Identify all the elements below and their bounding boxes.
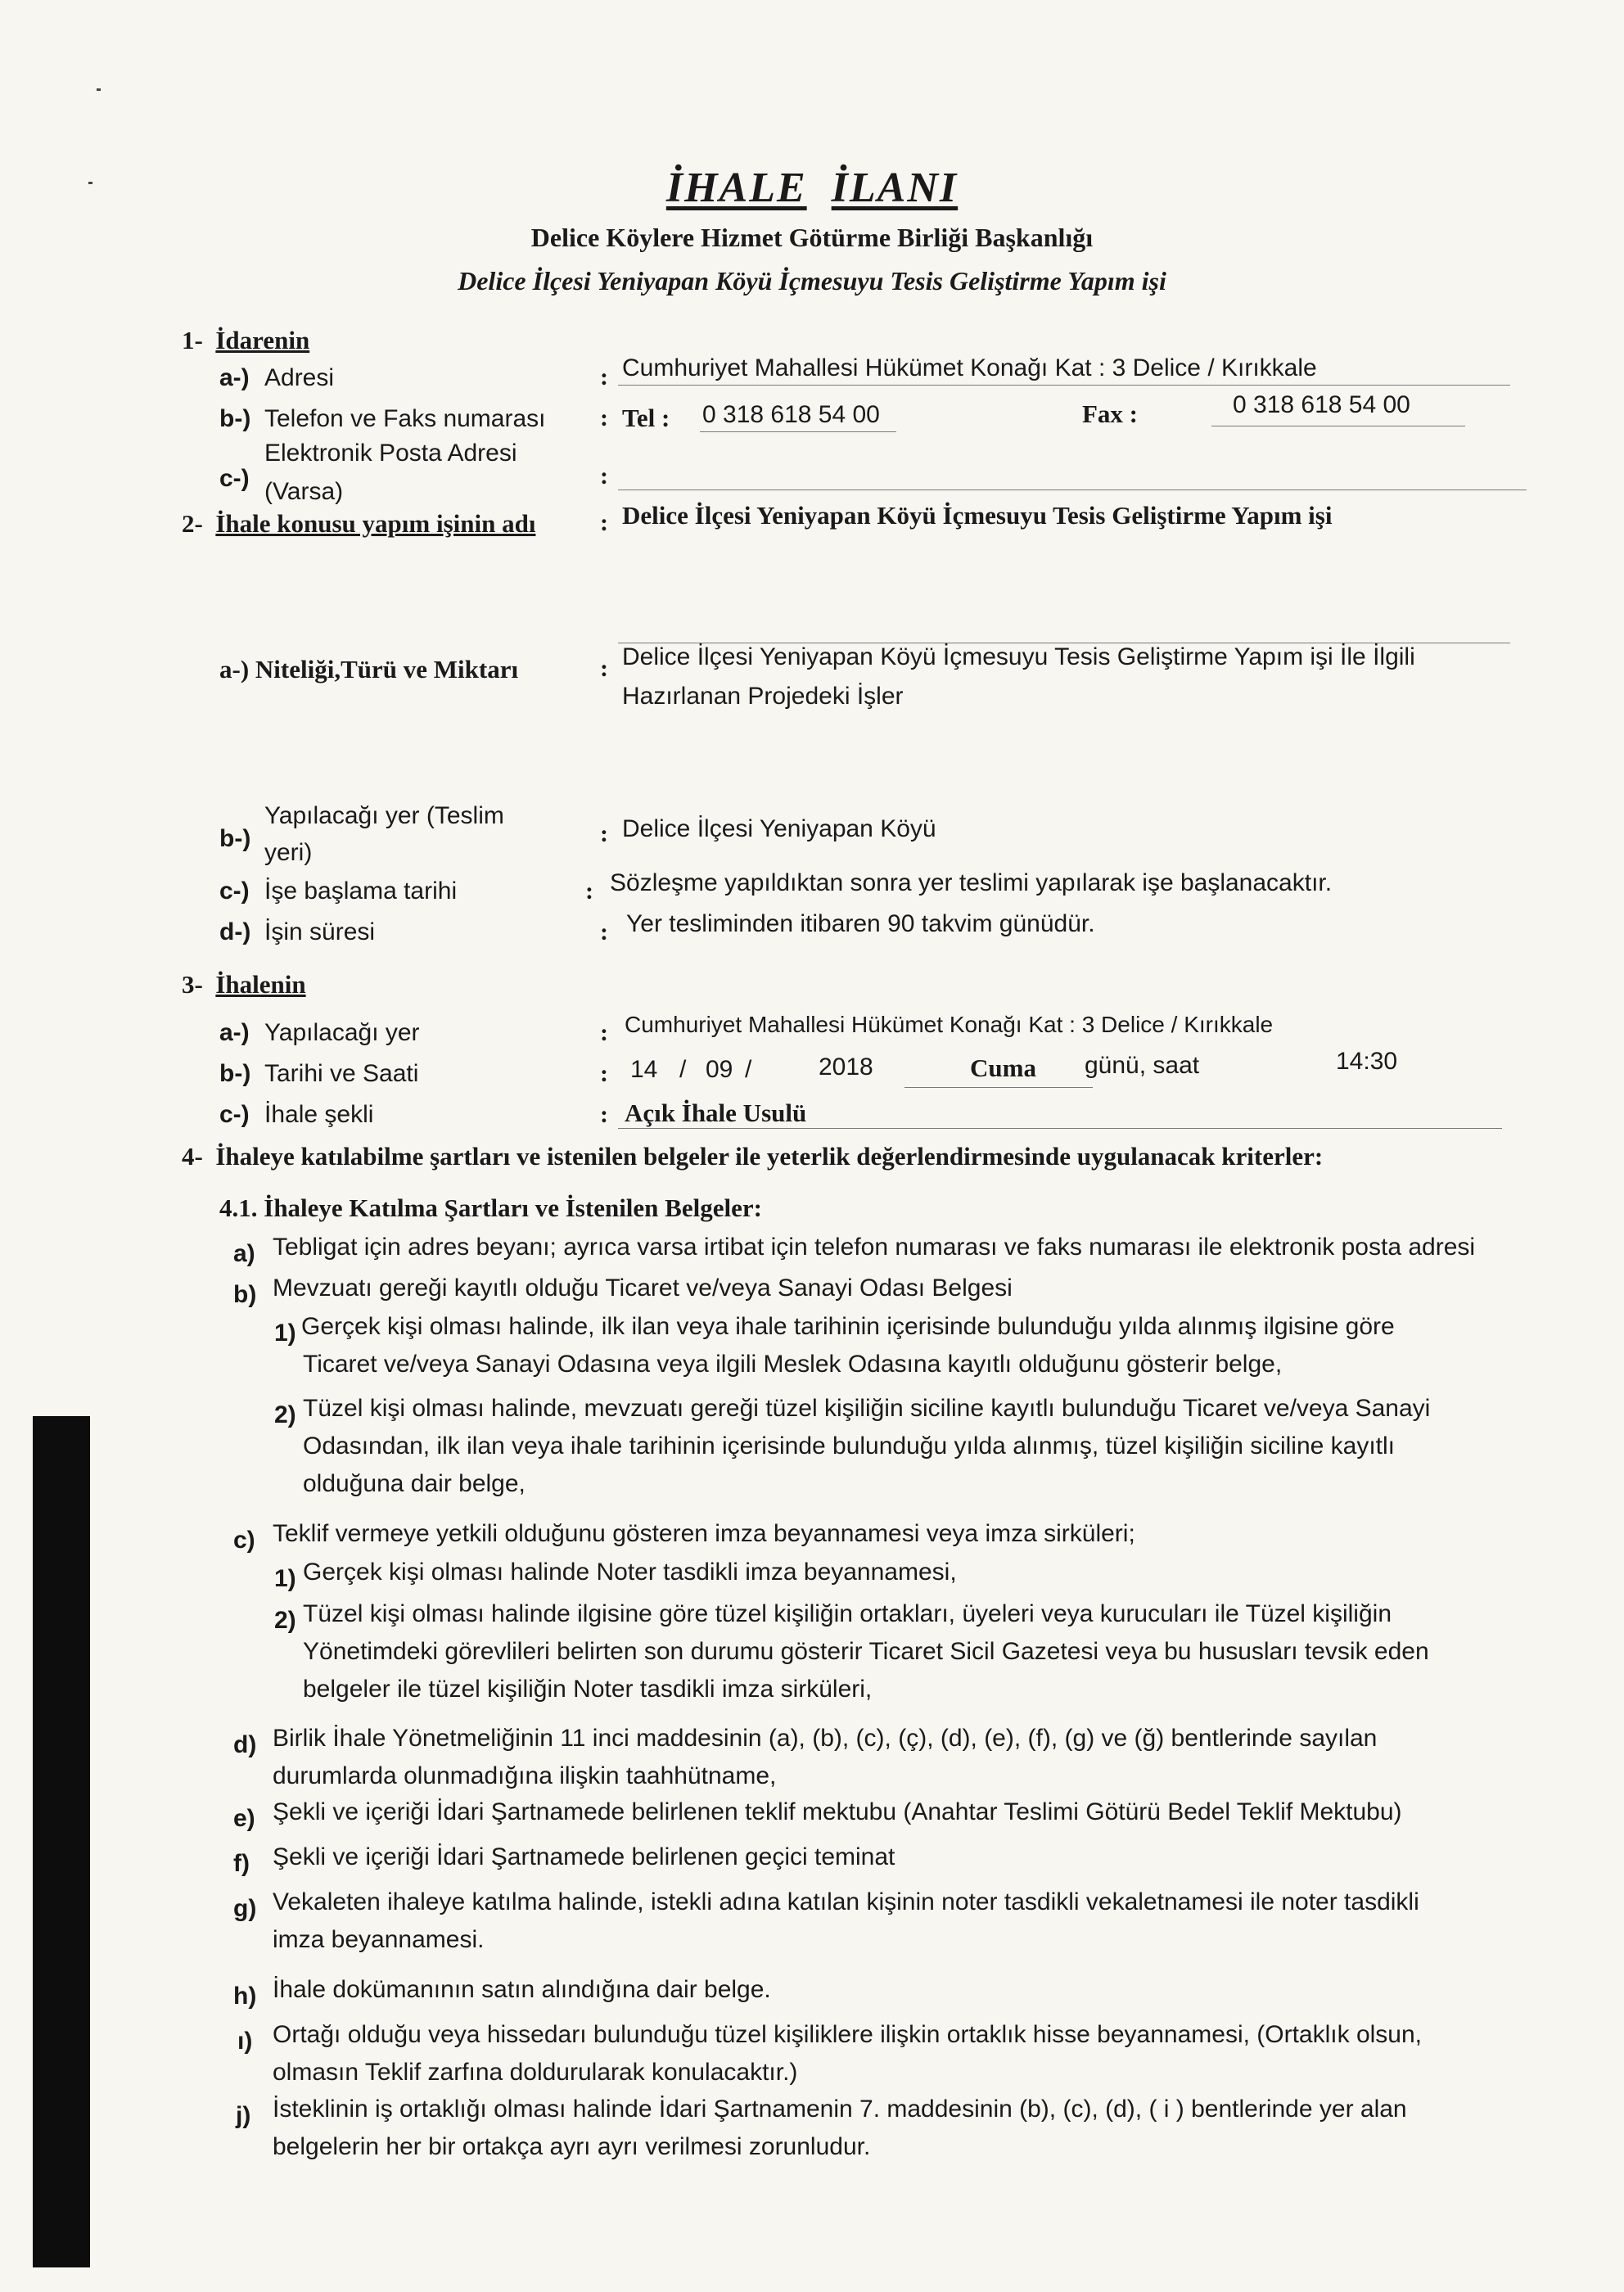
fill-line bbox=[618, 385, 1510, 386]
tel-value: 0 318 618 54 00 bbox=[702, 401, 880, 428]
req-b2-line3: olduğuna dair belge, bbox=[303, 1470, 526, 1497]
colon: : bbox=[585, 878, 593, 905]
email-label-line1: Elektronik Posta Adresi bbox=[264, 440, 517, 467]
email-label-line2: (Varsa) bbox=[264, 478, 344, 505]
colon: : bbox=[600, 363, 608, 390]
subsection-4-1-heading: 4.1. İhaleye Katılma Şartları ve İstenilen Belgeler: bbox=[219, 1193, 762, 1222]
job-name-value: Delice İlçesi Yeniyapan Köyü İçmesuyu Tesis Geliştirme Yapım işi bbox=[622, 501, 1333, 530]
item-mark: d-) bbox=[219, 918, 251, 945]
tender-day: 14 bbox=[630, 1056, 658, 1083]
item-mark: c-) bbox=[219, 1101, 250, 1128]
req-b2-line1: Tüzel kişi olması halinde, mevzuatı gereği tüzel kişiliğin siciline kayıtlı bulunduğu Ticaret ve/veya Sanayi bbox=[303, 1395, 1431, 1422]
item-mark: c-) bbox=[219, 465, 250, 492]
address-value: Cumhuriyet Mahallesi Hükümet Konağı Kat : 3 Delice / Kırıkkale bbox=[622, 354, 1317, 381]
req-h-text: İhale dokümanının satın alındığına dair belge. bbox=[273, 1976, 771, 2003]
scan-speck bbox=[97, 88, 101, 91]
section-3-heading: 3- İhalenin bbox=[182, 970, 306, 999]
start-date-value: Sözleşme yapıldıktan sonra yer teslimi yapılarak işe başlanacaktır. bbox=[610, 869, 1333, 896]
colon: : bbox=[600, 1060, 608, 1087]
item-mark: c) bbox=[233, 1527, 255, 1554]
req-i-line1: Ortağı olduğu veya hissedarı bulunduğu tüzel kişiliklere ilişkin ortaklık hisse beyannamesi, (Ortaklık olsun, bbox=[273, 2021, 1423, 2048]
req-f-text: Şekli ve içeriği İdari Şartnamede belirlenen geçici teminat bbox=[273, 1843, 895, 1870]
fax-label: Fax : bbox=[1082, 399, 1139, 428]
start-date-label: İşe başlama tarihi bbox=[264, 878, 458, 905]
address-label: Adresi bbox=[264, 364, 335, 391]
item-mark: g) bbox=[233, 1895, 257, 1922]
project-name: Delice İlçesi Yeniyapan Köyü İçmesuyu Tesis Geliştirme Yapım işi bbox=[458, 266, 1166, 296]
item-mark: 2) bbox=[274, 1401, 296, 1428]
item-mark: c-) bbox=[219, 878, 250, 905]
colon: : bbox=[600, 462, 608, 490]
colon: : bbox=[600, 820, 608, 847]
req-b1-line2: Ticaret ve/veya Sanayi Odasına veya ilgili Meslek Odasına kayıtlı olduğunu gösterir belge, bbox=[303, 1351, 1283, 1378]
colon: : bbox=[600, 1019, 608, 1046]
delivery-value: Delice İlçesi Yeniyapan Köyü bbox=[622, 815, 936, 842]
item-mark: a-) bbox=[219, 1019, 250, 1046]
req-g-line2: imza beyannamesi. bbox=[273, 1926, 485, 1953]
req-j-line1: İsteklinin iş ortaklığı olması halinde İdari Şartnamenin 7. maddesinin (b), (c), (d), ( i ) bentlerinde yer alan bbox=[273, 2096, 1407, 2123]
item-mark: f) bbox=[233, 1850, 250, 1877]
colon: : bbox=[600, 918, 608, 945]
tel-label: Tel : bbox=[622, 404, 670, 432]
document-title: İHALE İLANI bbox=[665, 165, 959, 211]
item-mark: j) bbox=[236, 2102, 251, 2129]
tender-place-value: Cumhuriyet Mahallesi Hükümet Konağı Kat : 3 Delice / Kırıkkale bbox=[625, 1012, 1274, 1037]
tender-method-label: İhale şekli bbox=[264, 1101, 374, 1128]
item-mark: 2) bbox=[274, 1607, 296, 1634]
req-c2-line3: belgeler ile tüzel kişiliğin Noter tasdikli imza sirküleri, bbox=[303, 1676, 873, 1703]
fax-value: 0 318 618 54 00 bbox=[1233, 391, 1410, 418]
item-mark: b-) bbox=[219, 825, 251, 852]
tender-time: 14:30 bbox=[1336, 1048, 1398, 1075]
date-time-label: Tarihi ve Saati bbox=[264, 1060, 419, 1087]
colon: : bbox=[600, 1101, 608, 1128]
delivery-label-line2: yeri) bbox=[264, 839, 313, 866]
req-b-text: Mevzuatı gereği kayıtlı olduğu Ticaret ve/veya Sanayi Odası Belgesi bbox=[273, 1275, 1013, 1302]
colon: : bbox=[600, 509, 608, 536]
tender-year: 2018 bbox=[819, 1054, 873, 1081]
req-a-text: Tebligat için adres beyanı; ayrıca varsa irtibat için telefon numarası ve faks numarası ile elektronik posta adresi bbox=[273, 1234, 1476, 1261]
nature-value-line2: Hazırlanan Projedeki İşler bbox=[622, 683, 904, 710]
nature-label: a-) Niteliği,Türü ve Miktarı bbox=[219, 655, 519, 684]
date-separator: / bbox=[679, 1056, 687, 1083]
item-mark: b-) bbox=[219, 1060, 251, 1087]
section-4-heading: 4- İhaleye katılabilme şartları ve istenilen belgeler ile yeterlik değerlendirmesinde uygulanacak kriterler: bbox=[182, 1142, 1324, 1171]
item-mark: e) bbox=[233, 1805, 255, 1832]
req-b1-line1: Gerçek kişi olması halinde, ilk ilan veya ihale tarihinin içerisinde bulunduğu yılda alınmış ilgisine göre bbox=[301, 1313, 1395, 1340]
req-c2-line1: Tüzel kişi olması halinde ilgisine göre tüzel kişiliğin ortakları, üyeleri veya kurucuları ile Tüzel kişiliğin bbox=[303, 1600, 1392, 1627]
scan-artifact bbox=[33, 1416, 90, 2267]
nature-value-line1: Delice İlçesi Yeniyapan Köyü İçmesuyu Tesis Geliştirme Yapım işi İle İlgili bbox=[622, 643, 1415, 670]
req-g-line1: Vekaleten ihaleye katılma halinde, istekli adına katılan kişinin noter tasdikli vekaletnamesi ile noter tasdikli bbox=[273, 1888, 1419, 1915]
req-c1-line1: Gerçek kişi olması halinde Noter tasdikli imza beyannamesi, bbox=[303, 1559, 957, 1586]
duration-label: İşin süresi bbox=[264, 918, 376, 945]
tender-month: 09 bbox=[706, 1056, 733, 1083]
phone-fax-label: Telefon ve Faks numarası bbox=[264, 405, 546, 432]
item-mark: a-) bbox=[219, 364, 250, 391]
day-time-text: günü, saat bbox=[1085, 1052, 1200, 1079]
req-i-line2: olmasın Teklif zarfına doldurularak konulacaktır.) bbox=[273, 2059, 798, 2086]
req-e-text: Şekli ve içeriği İdari Şartnamede belirlenen teklif mektubu (Anahtar Teslimi Götürü Bedel Teklif Mektubu) bbox=[273, 1798, 1402, 1825]
fill-line bbox=[904, 1087, 1093, 1088]
item-mark: b) bbox=[233, 1281, 257, 1308]
colon: : bbox=[600, 655, 608, 682]
item-mark: h) bbox=[233, 1983, 257, 2010]
req-c2-line2: Yönetimdeki görevlileri belirten son durumu gösterir Ticaret Sicil Gazetesi veya bu hususları tevsik eden bbox=[303, 1638, 1429, 1665]
tender-weekday: Cuma bbox=[970, 1054, 1036, 1082]
req-d-line1: Birlik İhale Yönetmeliğinin 11 inci maddesinin (a), (b), (c), (ç), (d), (e), (f), (g) ve (ğ) bentlerinde sayılan bbox=[273, 1725, 1378, 1752]
item-mark: d) bbox=[233, 1731, 257, 1758]
authority-name: Delice Köylere Hizmet Götürme Birliği Başkanlığı bbox=[530, 223, 1094, 252]
section-1-heading: 1- İdarenin bbox=[182, 326, 310, 354]
req-d-line2: durumlarda olunmadığına ilişkin taahhütname, bbox=[273, 1762, 777, 1789]
tender-method-value: Açık İhale Usulü bbox=[625, 1099, 807, 1127]
item-mark: 1) bbox=[274, 1320, 296, 1347]
section-2-heading: 2- İhale konusu yapım işinin adı bbox=[182, 509, 536, 538]
req-b2-line2: Odasından, ilk ilan veya ihale tarihinin içerisinde bulunduğu yılda alınmış, tüzel kişiliğin siciline kayıtlı bbox=[303, 1432, 1396, 1460]
item-mark: ı) bbox=[237, 2028, 253, 2055]
req-c-text: Teklif vermeye yetkili olduğunu gösteren imza beyannamesi veya imza sirküleri; bbox=[273, 1520, 1135, 1547]
colon: : bbox=[600, 404, 608, 431]
fill-line bbox=[700, 431, 896, 432]
duration-value: Yer tesliminden itibaren 90 takvim günüdür. bbox=[626, 910, 1095, 937]
item-mark: b-) bbox=[219, 405, 251, 432]
delivery-label-line1: Yapılacağı yer (Teslim bbox=[264, 802, 504, 829]
item-mark: 1) bbox=[274, 1565, 296, 1592]
fill-line bbox=[618, 1128, 1502, 1129]
tender-place-label: Yapılacağı yer bbox=[264, 1019, 420, 1046]
item-mark: a) bbox=[233, 1240, 255, 1267]
req-j-line2: belgelerin her bir ortakça ayrı ayrı verilmesi zorunludur. bbox=[273, 2133, 871, 2160]
date-separator: / bbox=[745, 1056, 752, 1083]
